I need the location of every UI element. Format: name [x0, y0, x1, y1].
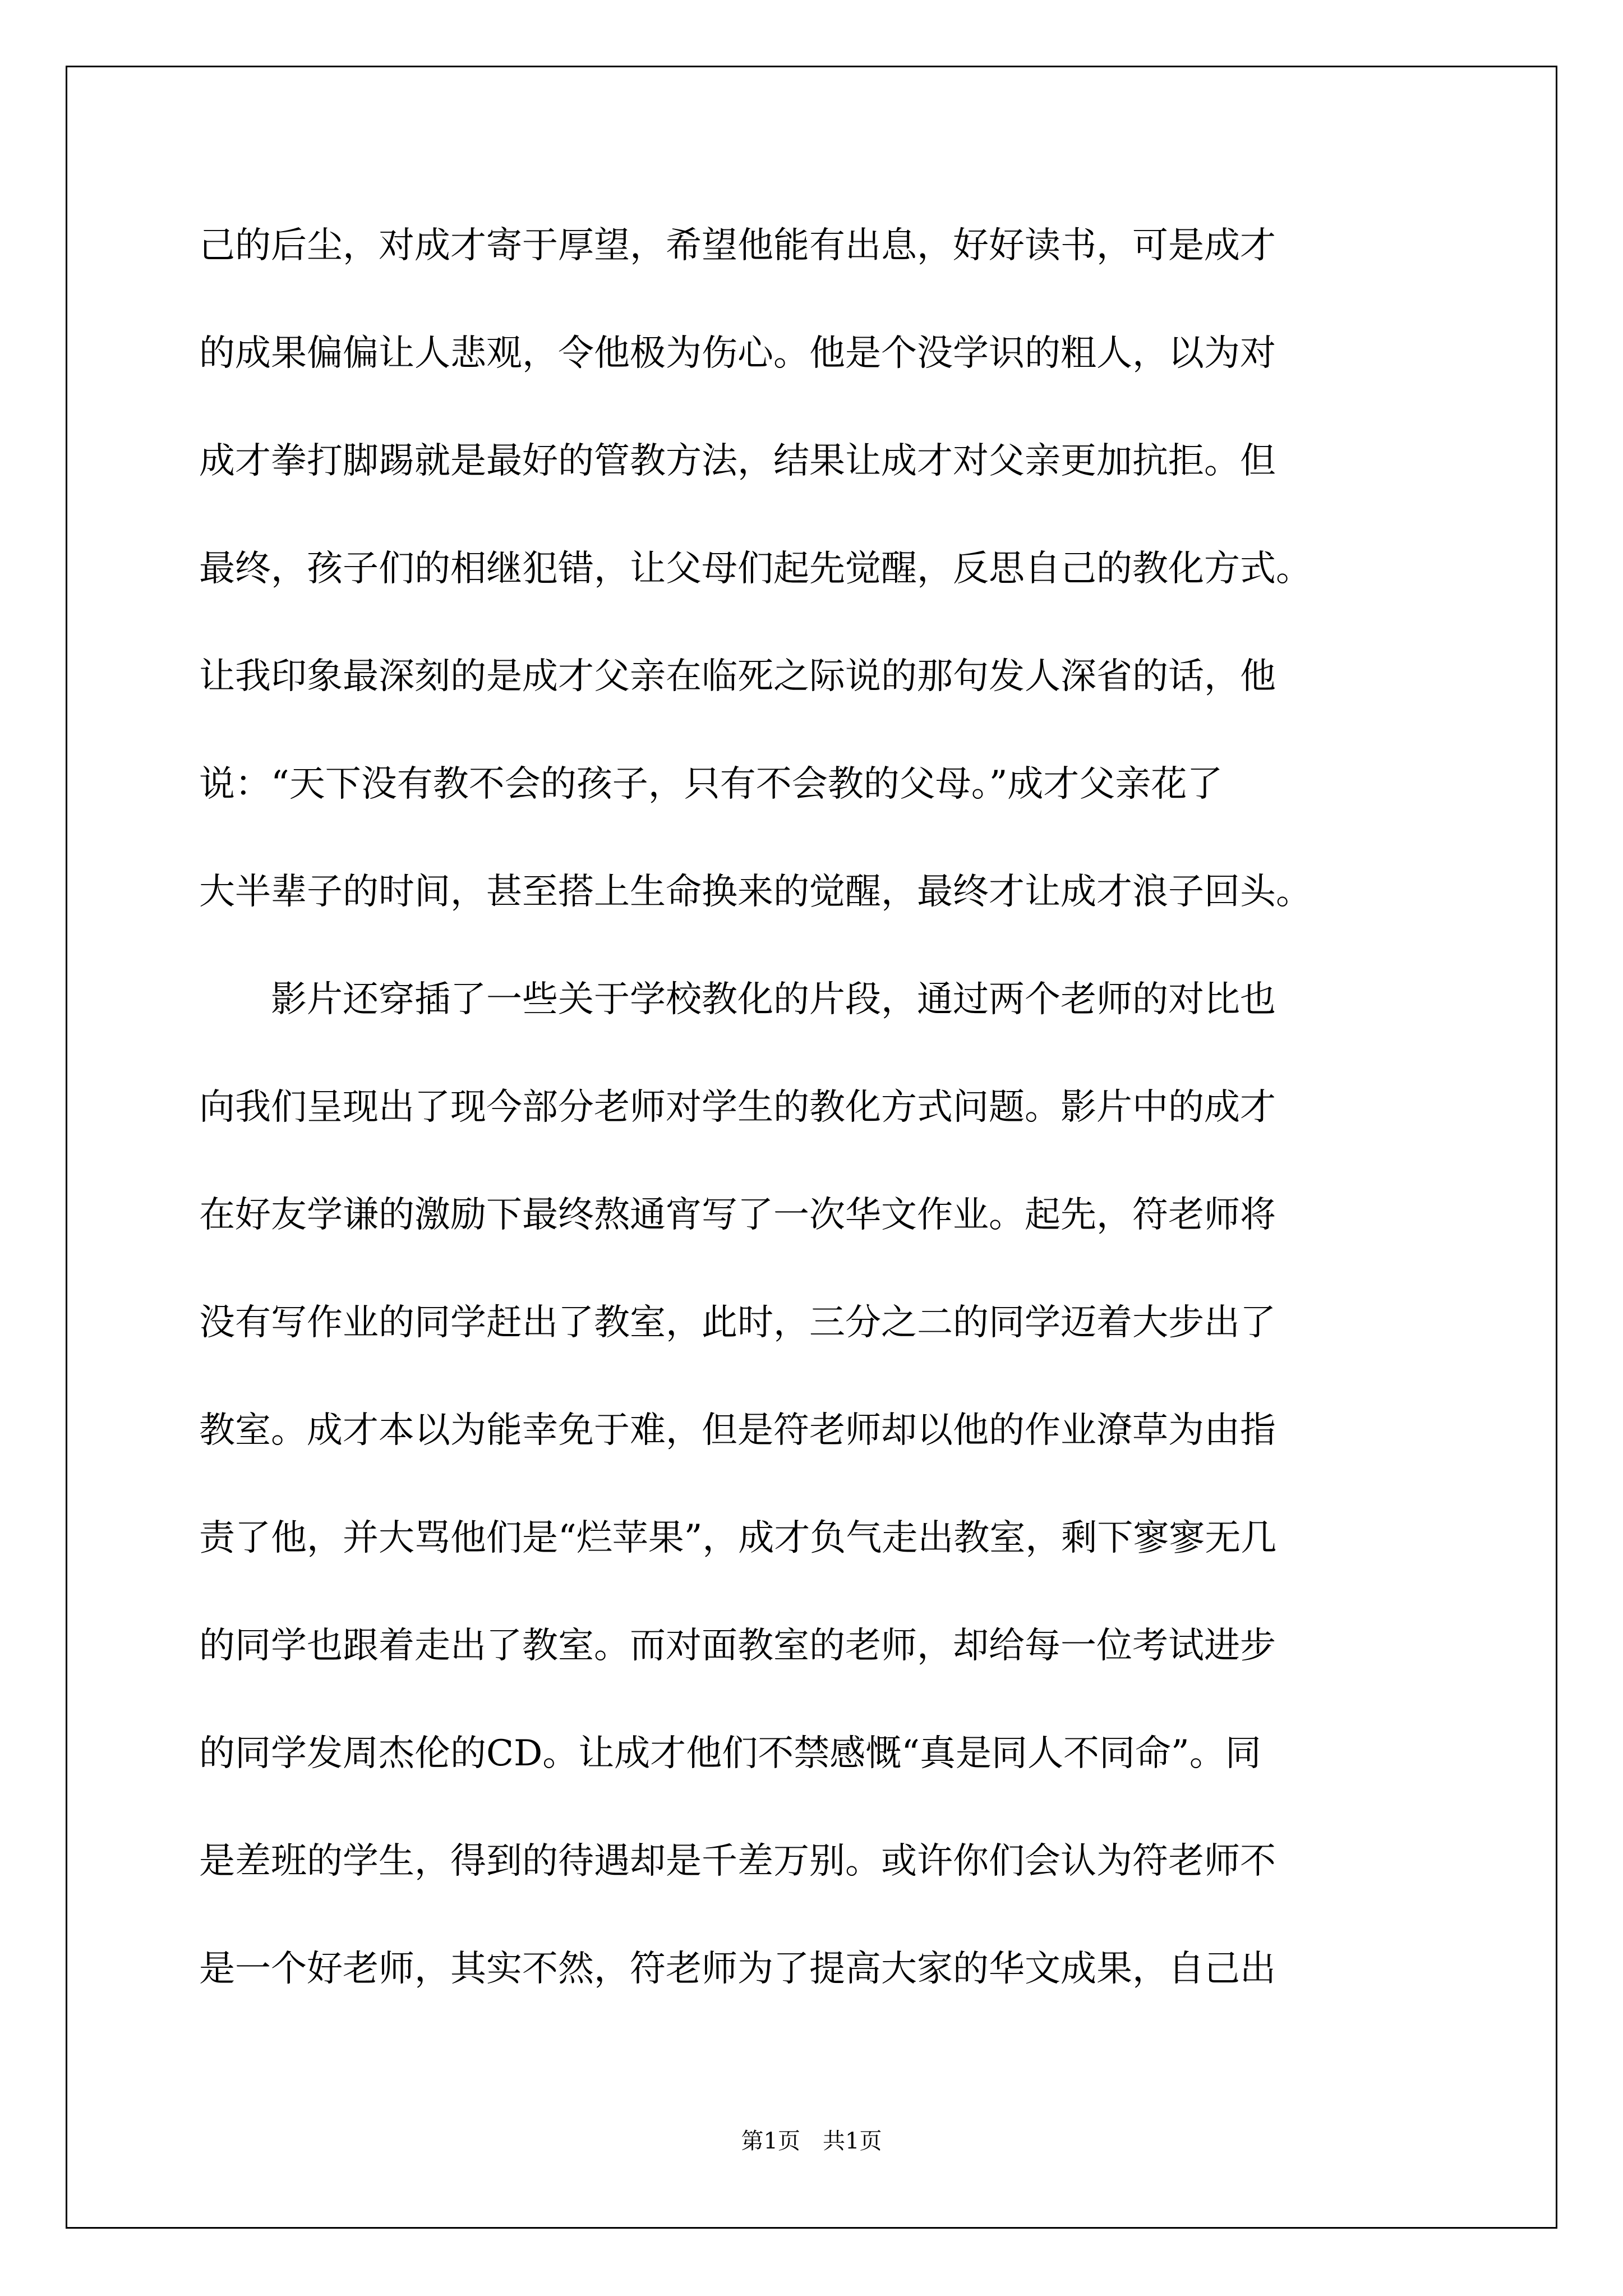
text-line: 让我印象最深刻的是成才父亲在临死之际说的那句发人深省的话，他 [199, 656, 1276, 697]
text-line: 向我们呈现出了现今部分老师对学生的教化方式问题。影片中的成才 [199, 1087, 1276, 1128]
text-line: 没有写作业的同学赶出了教室，此时，三分之二的同学迈着大步出了 [199, 1302, 1276, 1343]
text-line: 大半辈子的时间，甚至搭上生命换来的觉醒，最终才让成才浪子回头。 [199, 871, 1312, 913]
text-line: 成才拳打脚踢就是最好的管教方法，结果让成才对父亲更加抗拒。但 [199, 440, 1276, 482]
text-line: 在好友学谦的激励下最终熬通宵写了一次华文作业。起先，符老师将 [199, 1194, 1276, 1236]
text-line: 是一个好老师，其实不然，符老师为了提高大家的华文成果，自己出 [199, 1948, 1276, 1990]
text-line: 的同学也跟着走出了教室。而对面教室的老师，却给每一位考试进步 [199, 1625, 1276, 1667]
text-line: 是差班的学生，得到的待遇却是千差万别。或许你们会认为符老师不 [199, 1841, 1276, 1882]
text-line: 己的后尘，对成才寄于厚望，希望他能有出息，好好读书，可是成才 [199, 225, 1276, 266]
text-line: 的成果偏偏让人悲观，令他极为伤心。他是个没学识的粗人，以为对 [199, 333, 1276, 374]
page-border [66, 66, 1557, 2229]
text-line: 最终，孩子们的相继犯错，让父母们起先觉醒，反思自己的教化方式。 [199, 548, 1312, 590]
text-line: 说：“天下没有教不会的孩子，只有不会教的父母。”成才父亲花了 [199, 763, 1223, 805]
text-line: 的同学发周杰伦的CD。让成才他们不禁感慨“真是同人不同命”。同 [199, 1733, 1261, 1774]
page-number-footer: 第1页 共1页 [741, 2128, 882, 2154]
text-line: 影片还穿插了一些关于学校教化的片段，通过两个老师的对比也 [199, 979, 1276, 1020]
text-line: 责了他，并大骂他们是“烂苹果”，成才负气走出教室，剩下寥寥无几 [199, 1517, 1277, 1559]
text-line: 教室。成才本以为能幸免于难，但是符老师却以他的作业潦草为由指 [199, 1410, 1276, 1451]
